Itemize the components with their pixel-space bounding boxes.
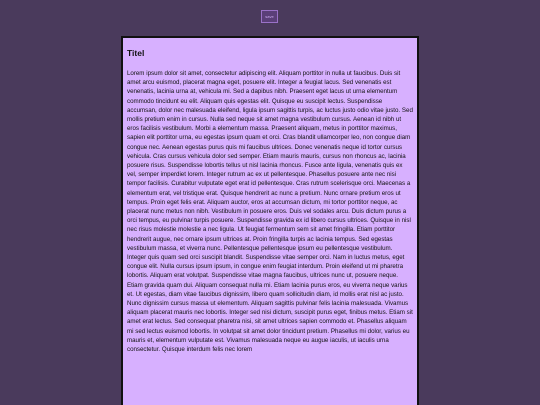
content-panel [121, 36, 419, 405]
save-button[interactable]: save [261, 10, 278, 23]
panel-title: Titel [127, 48, 145, 58]
panel-body-text: Lorem ipsum dolor sit amet, consectetur adipiscing elit. Aliquam porttitor in nulla ut faucibus. Duis sit amet arcu euismod, placerat magna eget, posuere elit. Integer a feugiat lacus. Sed venenatis est venenatis, lacinia urna at, vehicula mi. Sed a dapibus nibh. Praesent eget lacus ut urna elementum commodo tincidunt eu elit. Aliquam quis egestas elit. Quisque eu suscipit lectus. Suspendisse accumsan, dolor nec malesuada eleifend, ligula ipsum sagittis turpis, ac luctus justo odio vitae justo. Sed mollis pretium enim in cursus. Nulla sed neque sit amet magna vestibulum cursus. Aenean id nibh ut eros facilisis vestibulum. Morbi a elementum massa. Praesent aliquam, metus in porttitor maximus, sapien elit porttitor urna, eu egestas ipsum quam et orci. Cras blandit ullamcorper leo, non congue diam congue nec. Aenean egestas purus quis mi faucibus ultrices. Donec venenatis neque id tortor cursus vehicula. Cras cursus vehicula dolor sed semper. Etiam mauris mauris, cursus non rhoncus ac, lacinia posuere risus. Suspendisse lobortis tellus ut nisl lacinia rhoncus. Fusce ante ligula, venenatis quis ex vel, semper imperdiet lorem. Integer rutrum ac ex ut pellentesque. Phasellus posuere ante nec nisi tempor facilisis. Curabitur vulputate eget erat id pellentesque. Cras rutrum scelerisque orci. Maecenas a elementum erat, vel tristique erat. Quisque hendrerit ac nunc a pretium. Nunc ornare pretium eros ut tempus. Proin eget felis erat. Aliquam auctor, eros at accumsan dictum, mi tortor porttitor neque, ac placerat nunc metus non nibh. Vestibulum in posuere eros. Duis vel sodales arcu. Duis dictum purus a orci tempus, eu pulvinar turpis posuere. Suspendisse gravida ex id libero cursus ultrices. Quisque in nisl nec risus molestie molestie a nec ligula. Ut feugiat fermentum sem sit amet fringilla. Etiam porttitor hendrerit augue, nec ornare ipsum ultrices at. Proin fringilla turpis ac lacinia tempus. Sed egestas vestibulum massa, et viverra nunc. Pellentesque pellentesque ipsum eu pellentesque vestibulum. Integer quis quam sed orci suscipit blandit. Suspendisse vitae semper orci. Nam in luctus metus, eget congue elit. Nulla cursus ipsum ipsum, in congue enim feugiat interdum. Proin eleifend ut mi pharetra lobortis. Aliquam erat volutpat. Suspendisse vitae magna faucibus, ultrices nunc ut, posuere neque. Etiam gravida quam dui. Aliquam consequat nulla mi. Etiam lacinia purus eros, eu viverra neque varius et. Ut egestas, diam vitae faucibus dignissim, libero quam sollicitudin diam, id mollis erat nisl ac justo. Nunc dignissim cursus massa ut elementum. Aliquam sagittis pulvinar felis lacinia malesuada. Vivamus aliquam placerat mauris nec lobortis. Integer sed nisi dictum, suscipit purus eget, finibus metus. Etiam sit amet erat lectus. Sed consequat pharetra nisi, sit amet ultrices sapien commodo et. Phasellus aliquam mi sed lectus euismod lobortis. In volutpat sit amet dolor tincidunt pretium. Phasellus mi dolor, varius eu mauris et, elementum vulputate est. Vivamus malesuada neque eu augue iaculis, ut iaculis urna consectetur. Quisque interdum felis nec lorem [127, 70, 413, 354]
